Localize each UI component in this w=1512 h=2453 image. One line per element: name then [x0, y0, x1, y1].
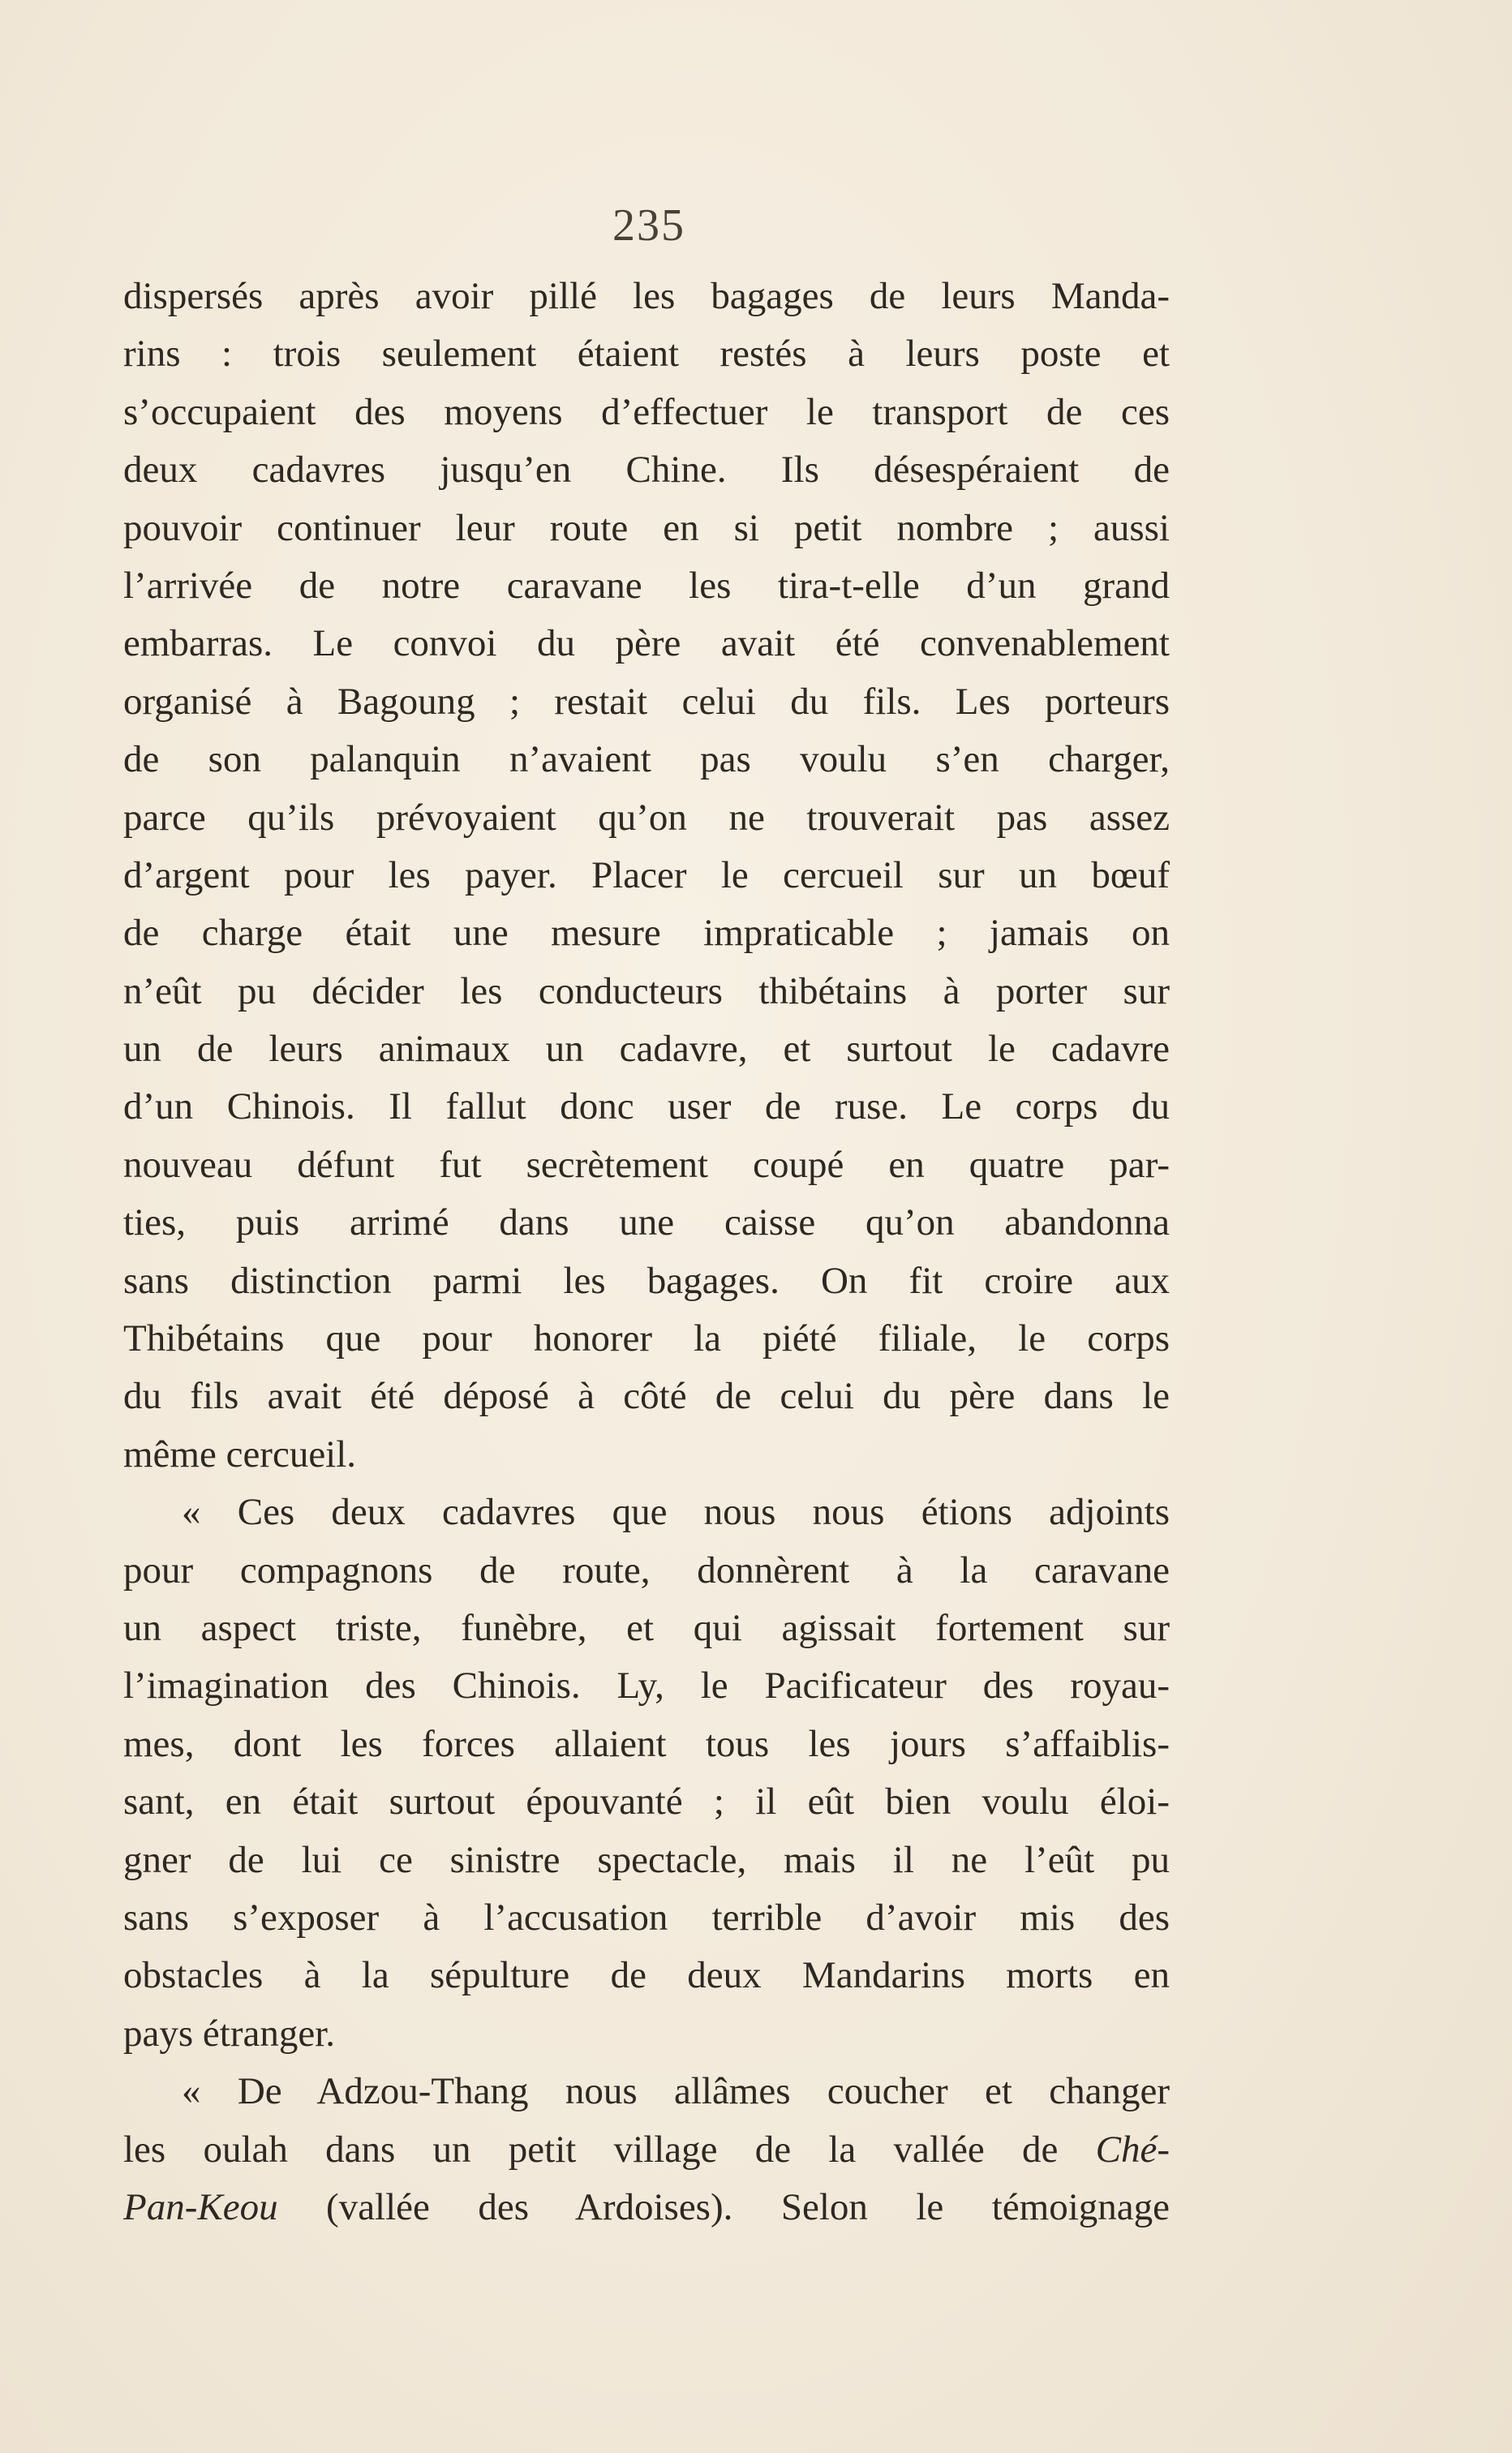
- text-line: s’occupaient des moyens d’effectuer le transport de ces: [123, 390, 1170, 433]
- text-line: d’un Chinois. Il fallut donc user de ruse. Le corps du: [123, 1085, 1170, 1128]
- text-line: « De Adzou-Thang nous allâmes coucher et changer: [182, 2070, 1170, 2113]
- page-number: 235: [612, 200, 685, 251]
- text-line: de charge était une mesure impraticable ; jamais on: [123, 912, 1170, 955]
- text-line: deux cadavres jusqu’en Chine. Ils désespéraient de: [123, 449, 1170, 492]
- text-line: embarras. Le convoi du père avait été convenablement: [123, 622, 1170, 665]
- text-line: dispersés après avoir pillé les bagages de leurs Manda-: [123, 275, 1170, 317]
- text-line: parce qu’ils prévoyaient qu’on ne trouverait pas assez: [123, 796, 1170, 839]
- text-segment: (vallée des Ardoises). Selon le témoignage: [326, 2185, 1171, 2228]
- text-line: sans s’exposer à l’accusation terrible d’avoir mis des: [123, 1896, 1170, 1939]
- italic-place-name: Ché-: [1095, 2128, 1170, 2171]
- text-line: « Ces deux cadavres que nous nous étions adjoints: [182, 1491, 1170, 1534]
- text-line: obstacles à la sépulture de deux Mandarins morts en: [123, 1954, 1170, 1997]
- text-line: ties, puis arrimé dans une caisse qu’on abandonna: [123, 1201, 1170, 1244]
- text-line: n’eût pu décider les conducteurs thibétains à porter sur: [123, 969, 1170, 1012]
- text-line: pays étranger.: [123, 2012, 336, 2055]
- text-line: rins : trois seulement étaient restés à leurs poste et: [123, 333, 1170, 376]
- italic-place-name: Pan-Keou: [123, 2185, 278, 2228]
- body-text: [123, 268, 1170, 2236]
- text-line: d’argent pour les payer. Placer le cercueil sur un bœuf: [123, 853, 1170, 896]
- text-line: de son palanquin n’avaient pas voulu s’en charger,: [123, 738, 1170, 781]
- text-line-with-italic: [123, 2179, 1170, 2236]
- text-line: même cercueil.: [123, 1433, 357, 1476]
- text-line: sant, en était surtout épouvanté ; il eût bien voulu éloi-: [123, 1781, 1170, 1824]
- text-line: un de leurs animaux un cadavre, et surtout le cadavre: [123, 1028, 1170, 1071]
- text-line: Thibétains que pour honorer la piété filiale, le corps: [123, 1317, 1170, 1360]
- text-line: nouveau défunt fut secrètement coupé en quatre par-: [123, 1143, 1170, 1186]
- text-line: l’imagination des Chinois. Ly, le Pacificateur des royau-: [123, 1665, 1170, 1708]
- text-segment: les oulah dans un petit village de la vallée de: [123, 2128, 1059, 2171]
- text-line: pour compagnons de route, donnèrent à la caravane: [123, 1549, 1170, 1592]
- text-line: sans distinction parmi les bagages. On fit croire aux: [123, 1259, 1170, 1302]
- text-line: mes, dont les forces allaient tous les jours s’affaiblis-: [123, 1722, 1170, 1765]
- text-line-with-italic: [123, 2121, 1170, 2179]
- text-line: organisé à Bagoung ; restait celui du fils. Les porteurs: [123, 680, 1170, 723]
- text-line: l’arrivée de notre caravane les tira-t-elle d’un grand: [123, 564, 1170, 607]
- text-line: un aspect triste, funèbre, et qui agissait fortement sur: [123, 1606, 1170, 1649]
- text-line: gner de lui ce sinistre spectacle, mais il ne l’eût pu: [123, 1838, 1170, 1881]
- text-line: du fils avait été déposé à côté de celui du père dans le: [123, 1375, 1170, 1418]
- text-line: pouvoir continuer leur route en si petit nombre ; aussi: [123, 506, 1170, 549]
